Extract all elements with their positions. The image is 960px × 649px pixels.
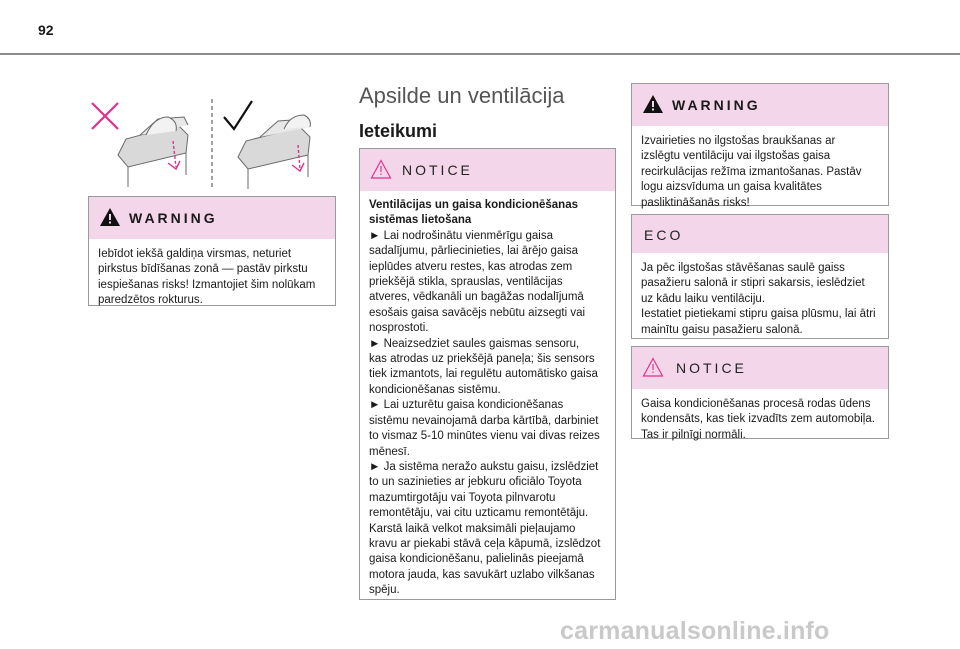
- text-line: paredzētos rokturus.: [98, 294, 203, 307]
- warning-triangle-icon: [642, 94, 664, 114]
- cross-icon: [92, 103, 118, 129]
- wrong-usage-sketch: [118, 117, 188, 187]
- text-line: atveres, vēdkanāli un bagāžas nodalījumā: [369, 291, 584, 304]
- left-warning-text: [89, 239, 335, 309]
- warning-triangle-icon: [99, 207, 121, 227]
- text-line: Tas ir pilnīgi normāli.: [641, 428, 746, 441]
- text-line: kondicionēšanas sistēmu.: [369, 383, 501, 396]
- text-line: sadalījumu, pārliecinieties, lai ārējo gaisa: [369, 245, 579, 258]
- text-line: iespiešanas risks! Izmantojiet šim nolūkam: [98, 278, 316, 291]
- right-warning-text: [632, 126, 888, 211]
- checkmark-icon: [224, 101, 252, 129]
- text-line: pirkstus bīdīšanas zonā — pastāv pirkstu: [98, 263, 308, 276]
- text-line: Izvairieties no ilgstošas braukšanas ar: [641, 135, 836, 147]
- text-line: mēnesī.: [369, 445, 410, 458]
- text-line: recirkulācijas režīma izmantošanas. Pastāv: [641, 165, 862, 178]
- text-line: nosprostoti.: [369, 322, 429, 335]
- eco-header: [632, 215, 888, 253]
- text-line: uz kādu laiku ventilāciju.: [641, 292, 766, 305]
- right-warning-header: [632, 84, 888, 126]
- eco-text: [632, 253, 888, 338]
- page-number: 92: [38, 22, 54, 38]
- text-line: Iestatiet pietiekami stipru gaisa plūsmu, lai ātri: [641, 308, 876, 321]
- eco-box: [631, 214, 889, 339]
- text-line: mazumtirgotāju vai Toyota pilnvarotu: [369, 491, 556, 504]
- right-notice-box: [631, 346, 889, 439]
- right-warning-title: WARNING: [672, 97, 761, 113]
- text-line: to vismaz 5-10 minūtes vienu vai divas reizes: [369, 430, 600, 443]
- text-line: kondensāts, kas tiek izvadīts zem automobiļa.: [641, 413, 875, 426]
- left-warning-title: WARNING: [129, 210, 218, 226]
- text-line: Ventilācijas un gaisa kondicionēšanas: [369, 199, 578, 211]
- right-notice-text: [632, 389, 888, 443]
- text-line: esošais gaisa savācējs nebūtu aizsegti vai: [369, 306, 586, 319]
- right-usage-sketch: [238, 115, 310, 189]
- text-line: pasažieru salonā ir stipri sakarsis, ieslēdziet: [641, 277, 865, 290]
- middle-notice-text: [360, 191, 615, 599]
- text-line: mainītu gaisu pasažieru salonā.: [641, 323, 803, 336]
- right-notice-title: NOTICE: [676, 360, 747, 376]
- text-line: tiek izmantots, lai regulētu automātisko gaisa: [369, 368, 598, 381]
- notice-triangle-icon: [370, 159, 392, 179]
- text-line: spēju.: [369, 584, 400, 597]
- text-line: kravu ar piekabi stāvā ceļa kāpumā, izslēdzot: [369, 537, 601, 550]
- watermark: carmanualsonline.info: [560, 617, 830, 645]
- text-line: pasliktināšanās risks!: [641, 196, 750, 209]
- right-notice-header: [632, 347, 888, 389]
- text-line: sistēmas lietošana: [369, 214, 472, 227]
- text-line: ► Lai uzturētu gaisa kondicionēšanas: [369, 399, 564, 412]
- text-line: gaisa kondicionēšanu, palielinās pieejamā: [369, 553, 584, 566]
- text-line: motora jauda, kas savukārt uzlabo vilkšanas: [369, 568, 595, 581]
- text-line: ► Neaizsedziet saules gaismas sensoru,: [369, 337, 580, 350]
- right-warning-box: [631, 83, 889, 209]
- middle-notice-title: NOTICE: [402, 162, 473, 178]
- text-line: to un sazinieties ar jebkuru oficiālo Toyota: [369, 476, 582, 489]
- text-line: Ja pēc ilgstošas stāvēšanas saulē gaiss: [641, 262, 845, 274]
- header-rule: [0, 53, 960, 55]
- text-line: Karstā laikā velkot maksimāli pieļaujamo: [369, 522, 576, 535]
- middle-notice-box: [359, 148, 616, 600]
- text-line: izslēgtu ventilāciju vai ilgstošas gaisa: [641, 150, 831, 163]
- eco-title: ECO: [644, 227, 684, 243]
- text-line: ► Ja sistēma neražo aukstu gaisu, izslēdziet: [369, 460, 599, 473]
- section-title: Apsilde un ventilācija: [359, 83, 565, 108]
- table-illustration: [88, 95, 336, 191]
- left-warning-header: [89, 197, 335, 239]
- notice-triangle-icon: [642, 357, 664, 377]
- text-line: priekšējā stikla, sprauslas, ventilācijas: [369, 276, 563, 289]
- left-warning-box: [88, 196, 336, 306]
- text-line: remontētāju, vai citu uzticamu remontētāju.: [369, 507, 589, 520]
- section-subtitle: Ieteikumi: [359, 121, 438, 141]
- text-line: Gaisa kondicionēšanas procesā rodas ūdens: [641, 398, 871, 410]
- text-line: Iebīdot iekšā galdiņa virsmas, neturiet: [98, 248, 292, 260]
- text-line: ieplūdes atveru restes, kas atrodas zem: [369, 260, 573, 273]
- text-line: logu aizsvīduma un gaisa kvalitātes: [641, 181, 822, 194]
- text-line: sistēmu nevainojamā darba kārtībā, darbiniet: [369, 414, 599, 427]
- text-line: ► Lai nodrošinātu vienmērīgu gaisa: [369, 229, 553, 242]
- text-line: kas atrodas uz priekšējā paneļa; šis sensors: [369, 353, 595, 366]
- middle-notice-header: [360, 149, 615, 191]
